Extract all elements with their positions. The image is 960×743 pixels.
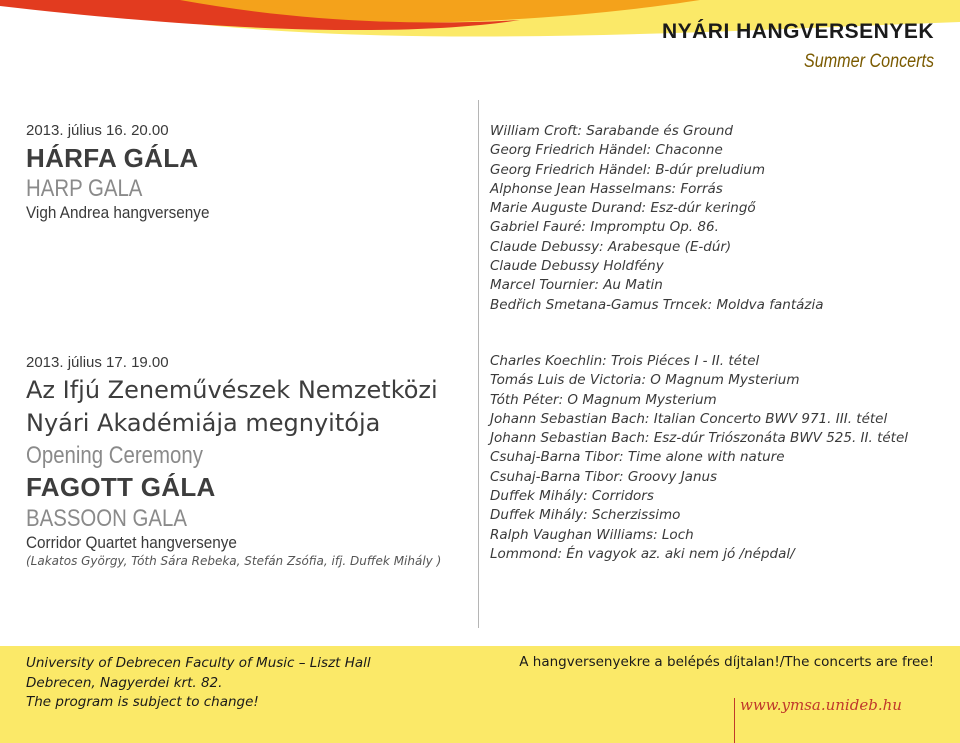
program-item: Csuhaj-Barna Tibor: Groovy Janus xyxy=(490,468,718,485)
program-item: Marie Auguste Durand: Esz-dúr keringő xyxy=(490,200,756,217)
program-item: Alphonse Jean Hasselmans: Forrás xyxy=(490,180,723,197)
program-item: Csuhaj-Barna Tibor: Time alone with nature xyxy=(490,449,785,466)
program-item: Duffek Mihály: Corridors xyxy=(490,488,654,505)
footer-note: The program is subject to change! xyxy=(26,694,259,710)
concert1-date: 2013. július 16. 20.00 xyxy=(26,122,169,139)
concert1-title: HÁRFA GÁLA xyxy=(26,143,199,173)
program-item: Ralph Vaughan Williams: Loch xyxy=(490,526,694,543)
concert2-title-line2: Nyári Akadémiája megnyitója xyxy=(26,409,381,437)
program-item: Gabriel Fauré: Impromptu Op. 86. xyxy=(490,219,719,236)
program-item: Tóth Péter: O Magnum Mysterium xyxy=(490,391,717,408)
program-item: Marcel Tournier: Au Matin xyxy=(490,277,663,294)
program-item: Georg Friedrich Händel: B-dúr preludium xyxy=(490,161,766,178)
footer-website-link[interactable]: www.ymsa.unideb.hu xyxy=(740,696,902,714)
program-item: Claude Debussy: Arabesque (E-dúr) xyxy=(490,238,732,255)
program-item: Duffek Mihály: Scherzissimo xyxy=(490,507,681,524)
concert2-title2: FAGOTT GÁLA xyxy=(26,472,216,502)
concert2-title2-en: BASSOON GALA xyxy=(26,505,187,532)
concert2-title-line1: Az Ifjú Zeneművészek Nemzetközi xyxy=(26,376,438,404)
program-item: Claude Debussy Holdfény xyxy=(490,258,664,275)
program-item: Lommond: Én vagyok az. aki nem jó /népdal/ xyxy=(490,545,795,562)
program-item: Georg Friedrich Händel: Chaconne xyxy=(490,142,723,159)
concert1-title-en: HARP GALA xyxy=(26,175,143,202)
program-item: William Croft: Sarabande és Ground xyxy=(490,123,733,139)
concert2-performer: Corridor Quartet hangversenye xyxy=(26,533,237,552)
footer-venue-block xyxy=(26,654,371,713)
footer-venue: University of Debrecen Faculty of Music – Liszt Hall xyxy=(26,655,371,671)
concert1-info xyxy=(26,122,456,223)
concert2-members: (Lakatos György, Tóth Sára Rebeka, Stefán Zsófia, ifj. Duffek Mihály ) xyxy=(26,554,442,568)
header-title: NYÁRI HANGVERSENYEK xyxy=(661,20,934,43)
footer-divider xyxy=(734,698,735,743)
column-divider xyxy=(478,100,479,628)
footer-band xyxy=(0,646,960,743)
concert2-info xyxy=(26,354,456,568)
footer-address: Debrecen, Nagyerdei krt. 82. xyxy=(26,674,223,691)
header-subtitle: Summer Concerts xyxy=(803,51,934,72)
concert2-title-en: Opening Ceremony xyxy=(26,442,203,469)
program-item: Charles Koechlin: Trois Piéces I - II. tétel xyxy=(490,353,760,369)
concert2-date: 2013. július 17. 19.00 xyxy=(26,354,169,371)
program-item: Bedřich Smetana-Gamus Trncek: Moldva fantázia xyxy=(490,296,824,313)
concert1-program xyxy=(490,122,950,315)
program-item: Tomás Luis de Victoria: O Magnum Mysterium xyxy=(490,372,800,389)
footer-free-entry: A hangversenyekre a belépés díjtalan!/The concerts are free! xyxy=(519,654,934,670)
concert1-performer: Vigh Andrea hangversenye xyxy=(26,203,210,222)
concert2-program xyxy=(490,352,950,564)
program-item: Johann Sebastian Bach: Esz-dúr Triószonáta BWV 525. II. tétel xyxy=(490,430,909,447)
program-item: Johann Sebastian Bach: Italian Concerto BWV 971. III. tétel xyxy=(490,410,888,427)
